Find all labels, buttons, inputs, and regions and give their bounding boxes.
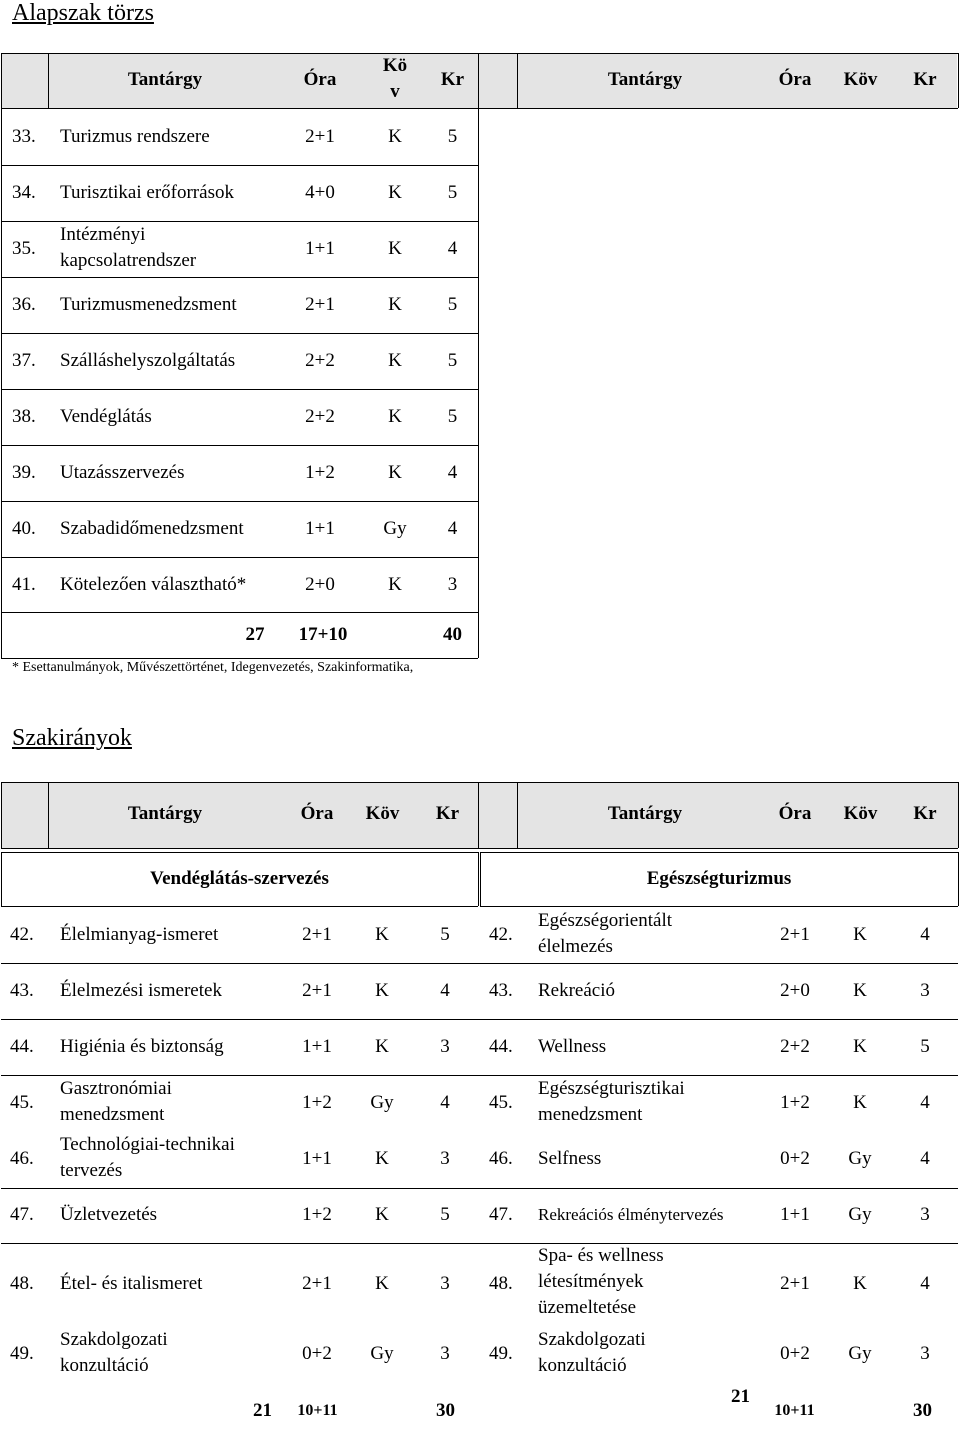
- col-header-credit: Kr: [440, 69, 465, 90]
- row-req: Gy: [383, 518, 407, 539]
- row-subject-line: Spa- és wellness: [538, 1245, 664, 1266]
- row-req: K: [375, 1036, 389, 1057]
- row-subject: Étel- és italismeret: [60, 1273, 203, 1294]
- total-hours: 10+11: [774, 1402, 815, 1419]
- col-header-credit-right: Kr: [913, 803, 937, 824]
- row-number: 37.: [12, 350, 36, 371]
- row-req: K: [375, 924, 389, 945]
- row-req: K: [388, 126, 402, 147]
- row-subject-line: Technológiai-technikai: [60, 1134, 235, 1155]
- track-title-right: Egészségturizmus: [646, 868, 792, 889]
- row-subject: [60, 1076, 172, 1128]
- row-number: 49.: [489, 1343, 513, 1364]
- row-number: 42.: [489, 924, 513, 945]
- row-req: Gy: [848, 1148, 872, 1169]
- total-count: 21: [253, 1400, 272, 1421]
- col-header-subject: Tantárgy: [127, 69, 203, 90]
- row-hours: 2+1: [302, 980, 332, 1001]
- row-number: 46.: [10, 1148, 34, 1169]
- row-subject: Turizmus rendszere: [60, 126, 210, 147]
- row-req: K: [375, 1273, 389, 1294]
- row-subject: Turisztikai erőforrások: [60, 182, 234, 203]
- row-subject: Selfness: [538, 1148, 602, 1169]
- total-hours: 17+10: [298, 624, 348, 645]
- row-hours: 0+2: [780, 1343, 810, 1364]
- row-subject: [60, 222, 196, 274]
- row-number: 44.: [489, 1036, 513, 1057]
- row-credit: 4: [447, 462, 458, 483]
- row-subject: Higiénia és biztonság: [60, 1036, 224, 1057]
- row-req: K: [388, 406, 402, 427]
- row-hours: 2+1: [305, 294, 335, 315]
- row-number: 33.: [12, 126, 36, 147]
- row-credit: 4: [447, 518, 458, 539]
- row-subject: [538, 1327, 646, 1379]
- section-heading-core: Alapszak törzs: [12, 0, 154, 26]
- row-hours: 2+1: [780, 924, 810, 945]
- row-credit: 5: [920, 1036, 930, 1057]
- row-number: 35.: [12, 238, 36, 259]
- row-req: K: [388, 182, 402, 203]
- col-header-subject: Tantárgy: [127, 803, 203, 824]
- row-number: 48.: [489, 1273, 513, 1294]
- row-credit: 3: [440, 1343, 450, 1364]
- row-credit: 3: [440, 1148, 450, 1169]
- row-hours: 2+1: [780, 1273, 810, 1294]
- row-req: K: [853, 1273, 867, 1294]
- total-count: 21: [731, 1386, 750, 1407]
- row-hours: 4+0: [305, 182, 335, 203]
- track-title-left: Vendéglátás-szervezés: [150, 868, 329, 889]
- row-hours: 1+1: [305, 238, 335, 259]
- row-credit: 3: [447, 574, 458, 595]
- row-subject-line: Gasztronómiai: [60, 1078, 172, 1099]
- row-credit: 5: [447, 294, 458, 315]
- row-number: 41.: [12, 574, 36, 595]
- row-req: K: [388, 294, 402, 315]
- row-subject-line: élelmezés: [538, 936, 613, 957]
- section-heading-specializations: Szakirányok: [12, 725, 132, 751]
- row-number: 40.: [12, 518, 36, 539]
- col-header-hours: Óra: [303, 69, 337, 90]
- row-number: 49.: [10, 1343, 34, 1364]
- row-credit: 5: [447, 350, 458, 371]
- row-hours: 1+2: [780, 1092, 810, 1113]
- row-credit: 4: [920, 1092, 930, 1113]
- col-header-req-right: Köv: [843, 803, 878, 824]
- row-subject-line: Egészségturisztikai: [538, 1078, 685, 1099]
- row-subject: [538, 1076, 685, 1128]
- row-req: K: [388, 574, 402, 595]
- row-credit: 5: [447, 182, 458, 203]
- row-subject-line: menedzsment: [60, 1104, 165, 1125]
- row-credit: 4: [440, 980, 450, 1001]
- row-hours: 1+1: [305, 518, 335, 539]
- row-subject: Üzletvezetés: [60, 1204, 158, 1225]
- row-subject: Szabadidőmenedzsment: [60, 518, 244, 539]
- row-hours: 1+2: [302, 1204, 332, 1225]
- col-header-req: [375, 53, 415, 105]
- row-subject: [538, 1243, 664, 1321]
- row-credit: 3: [440, 1036, 450, 1057]
- row-subject: Szálláshelyszolgáltatás: [60, 350, 236, 371]
- row-credit: 3: [920, 1343, 930, 1364]
- total-hours: 10+11: [297, 1402, 338, 1419]
- col-header-credit-right: Kr: [913, 69, 937, 90]
- row-subject-line: Egészségorientált: [538, 910, 673, 931]
- row-number: 45.: [10, 1092, 34, 1113]
- row-req: K: [853, 924, 867, 945]
- total-count: 27: [245, 624, 265, 645]
- row-req: K: [375, 1148, 389, 1169]
- row-subject: Wellness: [538, 1036, 607, 1057]
- col-header-req-right: Köv: [843, 69, 878, 90]
- col-header-req-line: v: [390, 81, 400, 102]
- row-number: 44.: [10, 1036, 34, 1057]
- row-req: K: [388, 462, 402, 483]
- row-number: 46.: [489, 1148, 513, 1169]
- row-req: K: [853, 1036, 867, 1057]
- row-subject: Élelmianyag-ismeret: [60, 924, 219, 945]
- row-req: K: [853, 980, 867, 1001]
- row-req: K: [853, 1092, 867, 1113]
- row-number: 47.: [10, 1204, 34, 1225]
- row-number: 42.: [10, 924, 34, 945]
- row-subject: Vendéglátás: [60, 406, 152, 427]
- row-credit: 5: [447, 126, 458, 147]
- col-header-hours: Óra: [300, 803, 334, 824]
- row-hours: 1+1: [302, 1148, 332, 1169]
- row-hours: 0+2: [302, 1343, 332, 1364]
- col-header-credit: Kr: [435, 803, 460, 824]
- row-number: 34.: [12, 182, 36, 203]
- row-subject-line: üzemeltetése: [538, 1297, 637, 1318]
- row-req: Gy: [848, 1204, 872, 1225]
- row-credit: 4: [920, 924, 930, 945]
- row-subject: Kötelezően választható*: [60, 574, 247, 595]
- row-req: K: [375, 1204, 389, 1225]
- row-subject: [538, 908, 672, 960]
- row-credit: 4: [920, 1148, 930, 1169]
- row-number: 48.: [10, 1273, 34, 1294]
- row-subject-line: Szakdolgozati: [538, 1329, 646, 1350]
- row-req: K: [388, 350, 402, 371]
- row-req: Gy: [370, 1343, 394, 1364]
- footnote: * Esettanulmányok, Művészettörténet, Idegenvezetés, Szakinformatika,: [12, 660, 414, 675]
- col-header-hours-right: Óra: [778, 69, 812, 90]
- row-hours: 2+2: [305, 406, 335, 427]
- row-hours: 2+2: [305, 350, 335, 371]
- row-credit: 5: [440, 924, 450, 945]
- row-credit: 3: [920, 1204, 930, 1225]
- row-subject: Turizmusmenedzsment: [60, 294, 237, 315]
- row-credit: 3: [920, 980, 930, 1001]
- row-hours: 2+0: [780, 980, 810, 1001]
- row-req: Gy: [370, 1092, 394, 1113]
- col-header-req: Köv: [365, 803, 400, 824]
- row-subject: Rekreáció: [538, 980, 616, 1001]
- row-number: 45.: [489, 1092, 513, 1113]
- row-number: 43.: [10, 980, 34, 1001]
- row-credit: 5: [440, 1204, 450, 1225]
- row-hours: 1+2: [305, 462, 335, 483]
- col-header-subject-right: Tantárgy: [607, 69, 683, 90]
- col-header-req-line: Kö: [382, 55, 408, 76]
- row-subject: Utazásszervezés: [60, 462, 185, 483]
- row-subject: Rekreációs élménytervezés: [538, 1205, 724, 1224]
- row-credit: 4: [920, 1273, 930, 1294]
- row-subject-line: tervezés: [60, 1160, 123, 1181]
- row-credit: 5: [447, 406, 458, 427]
- row-hours: 2+1: [305, 126, 335, 147]
- row-number: 39.: [12, 462, 36, 483]
- col-header-subject-right: Tantárgy: [607, 803, 683, 824]
- row-hours: 2+1: [302, 1273, 332, 1294]
- row-hours: 0+2: [780, 1148, 810, 1169]
- row-credit: 4: [447, 238, 458, 259]
- row-subject-line: konzultáció: [538, 1355, 627, 1376]
- row-subject-line: Szakdolgozati: [60, 1329, 168, 1350]
- row-number: 47.: [489, 1204, 513, 1225]
- row-subject-line: Intézményi: [60, 224, 146, 245]
- row-subject: [60, 1327, 168, 1379]
- row-hours: 1+1: [780, 1204, 810, 1225]
- row-subject: [60, 1132, 235, 1184]
- row-hours: 2+1: [302, 924, 332, 945]
- total-credit: 30: [913, 1400, 932, 1421]
- row-req: K: [388, 238, 402, 259]
- row-number: 38.: [12, 406, 36, 427]
- row-req: K: [375, 980, 389, 1001]
- row-subject-line: kapcsolatrendszer: [60, 250, 197, 271]
- row-credit: 4: [440, 1092, 450, 1113]
- row-hours: 2+0: [305, 574, 335, 595]
- row-req: Gy: [848, 1343, 872, 1364]
- row-number: 43.: [489, 980, 513, 1001]
- row-credit: 3: [440, 1273, 450, 1294]
- row-subject: Élelmezési ismeretek: [60, 980, 222, 1001]
- row-hours: 1+2: [302, 1092, 332, 1113]
- total-credit: 30: [436, 1400, 455, 1421]
- total-credit: 40: [443, 624, 462, 645]
- row-number: 36.: [12, 294, 36, 315]
- row-hours: 1+1: [302, 1036, 332, 1057]
- row-subject-line: menedzsment: [538, 1104, 643, 1125]
- row-hours: 2+2: [780, 1036, 810, 1057]
- col-header-hours-right: Óra: [778, 803, 812, 824]
- row-subject-line: létesítmények: [538, 1271, 644, 1292]
- row-subject-line: konzultáció: [60, 1355, 149, 1376]
